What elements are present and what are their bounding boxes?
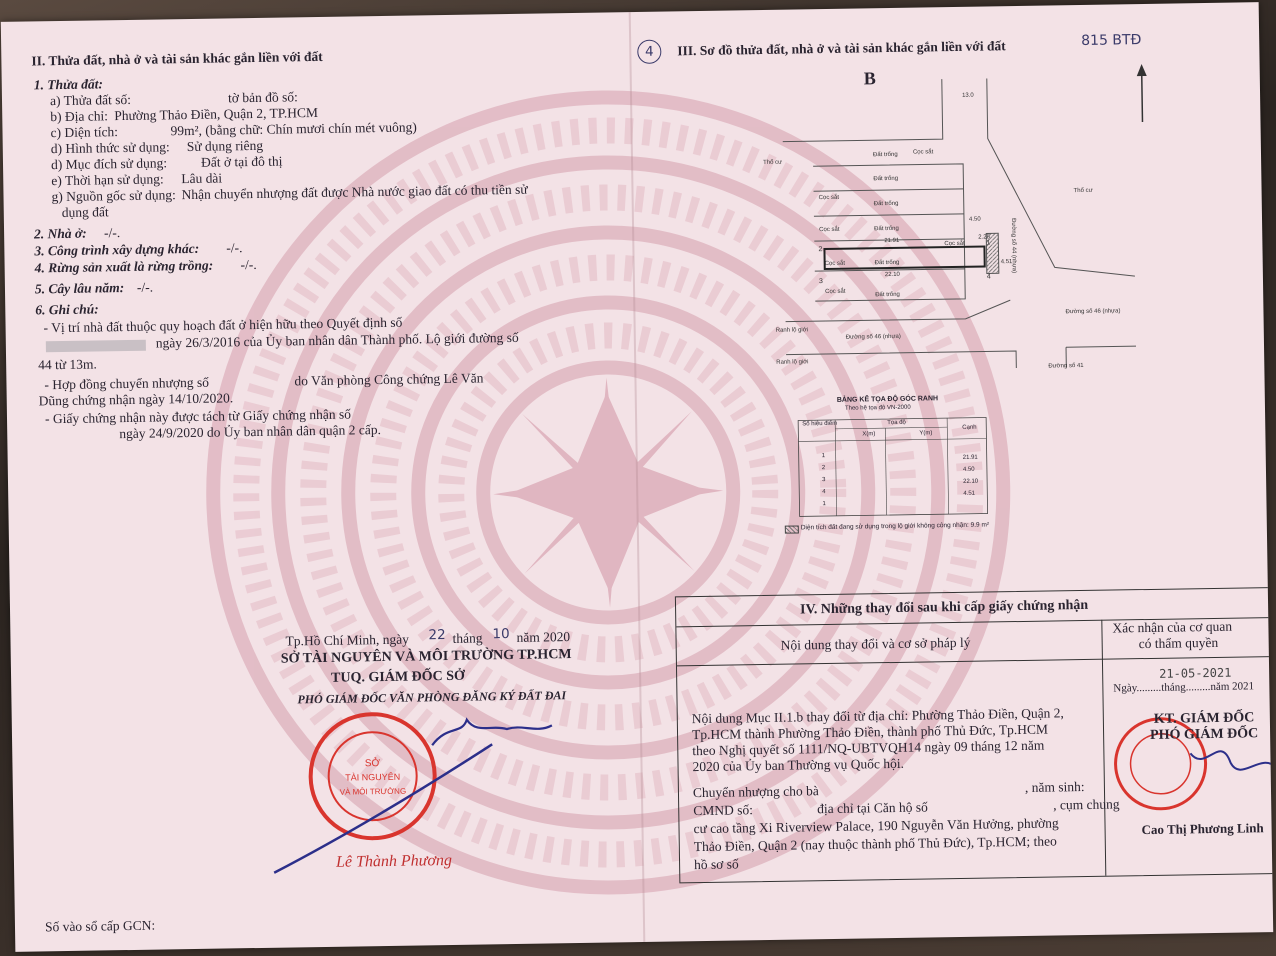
other-works-value: -/-. [226, 240, 243, 256]
svg-text:TÀI NGUYÊN: TÀI NGUYÊN [345, 771, 401, 783]
usage-origin-value: Nhận chuyển nhượng đất được Nhà nước giao đất có thu tiền sử [181, 181, 528, 203]
house-value: -/-. [103, 225, 121, 241]
confirm-date-stamp: 21-05-2021 [1159, 665, 1232, 681]
coord-row-2-edge: 4.50 [962, 466, 975, 473]
plot-label-tho-cu-left: Thổ cư [763, 159, 783, 166]
plot-label-dat-trong-3: Đất trống [873, 200, 899, 208]
note-2: - Hợp đồng chuyển nhượng số [44, 374, 210, 393]
forest-value: -/-. [240, 256, 257, 273]
coord-row-2-point: 2 [821, 465, 826, 472]
coord-table [797, 416, 989, 519]
section3-title: III. Sơ đồ thửa đất, nhà ở và tài sản khác gắn liền với đất [677, 38, 1006, 59]
usage-term-label: e) Thời hạn sử dụng: [51, 171, 164, 189]
coord-header-y: Y(m) [919, 430, 933, 437]
note-2c: Dũng chứng nhận ngày 14/10/2020. [38, 390, 234, 409]
plot-label-coc-sat-1: Cọc sắt [912, 149, 934, 156]
legend-text: Diện tích đất đang sử dụng trong lộ giới không công nhận: 9.9 m² [800, 521, 990, 532]
north-arrow-label: B [863, 68, 876, 89]
svg-text:SỞ: SỞ [364, 758, 381, 770]
house-heading: 2. Nhà ở: [33, 225, 87, 242]
coord-row-4-edge: 4.51 [963, 490, 976, 497]
coord-header-edge: Cạnh [962, 424, 977, 431]
plot-label-duong-46-right: Đường số 46 (nhựa) [1065, 308, 1121, 316]
north-arrow-icon [1132, 62, 1153, 126]
registry-number-label: Số vào sổ cấp GCN: [44, 917, 156, 935]
perennial-heading: 5. Cây lâu năm: [34, 280, 125, 297]
svg-text:1: 1 [986, 239, 991, 247]
plot-label-coc-sat-6: Cọc sắt [825, 288, 846, 296]
coord-row-5-point: 1 [822, 501, 826, 508]
note-1c: 44 từ 13m. [38, 356, 97, 373]
plot-dim-2210: 22.10 [884, 271, 900, 279]
changes-col-content: Nội dung thay đổi và cơ sở pháp lý [780, 634, 971, 653]
usage-form-label: d) Hình thức sử dụng: [50, 139, 170, 157]
change-para-7: cư cao tầng Xi Riverview Palace, 190 Nguyễn Văn Hưởng, phường [693, 815, 1059, 837]
left-signer-name: Lê Thành Phương [335, 851, 453, 871]
svg-text:4: 4 [986, 273, 991, 281]
coord-table-title: BẢNG KÊ TỌA ĐỘ GÓC RANH [836, 395, 939, 404]
plot-label-coc-sat-4: Cọc sắt [944, 240, 965, 248]
land-certificate-page [1, 2, 1273, 952]
issue-date-year: năm 2020 [516, 629, 571, 645]
svg-text:3: 3 [818, 278, 823, 286]
issue-date-mid: tháng [452, 630, 483, 646]
coord-row-4-point: 4 [822, 489, 826, 496]
coord-header-point: Số hiệu điểm [802, 420, 838, 428]
issue-date-month: 10 [492, 626, 510, 643]
note-1b: ngày 26/3/2016 của Ủy ban nhân dân Thành phố. Lộ giới đường số [155, 329, 519, 351]
plot-dim-451: 4.51 [1000, 259, 1013, 266]
change-para-8: Thảo Điền, Quận 2 (nay thuộc thành phố Thủ Đức), Tp.HCM; theo [693, 833, 1057, 855]
area-value: 99m², (bằng chữ: Chín mươi chín mét vuông) [170, 119, 417, 139]
plot-label-ranh-lo-gioi-1: Ranh lộ giới [775, 327, 809, 334]
plot-label-dat-trong-2: Đất trống [873, 175, 899, 183]
usage-origin-value-cont: dụng đất [61, 204, 109, 221]
legend-hatch-icon [785, 525, 799, 533]
note-1: - Vị trí nhà đất thuộc quy hoạch đất ở hiện hữu theo Quyết định số [43, 314, 403, 336]
issue-date-prefix: Tp.Hồ Chí Minh, ngày [285, 631, 410, 649]
plot-number-label: a) Thửa đất số: [49, 91, 132, 109]
plot-label-ranh-lo-gioi-2: Ranh lộ giới [776, 359, 809, 366]
change-para-6: CMND số: [693, 802, 753, 819]
change-para-5b: , năm sinh: [1024, 779, 1085, 795]
usage-purpose-label: d) Mục đích sử dụng: [50, 155, 168, 173]
area-label: c) Diện tích: [50, 124, 119, 141]
note-3b: ngày 24/9/2020 do Ủy ban nhân dân quận 2 cấp. [119, 422, 382, 442]
land-plot-diagram [762, 66, 1147, 382]
section2-title: II. Thửa đất, nhà ở và tài sản khác gắn liền với đất [31, 48, 323, 69]
plot-label-tho-cu-right: Thổ cư [1073, 187, 1093, 195]
confirm-date-line: Ngày.........tháng.........năm 2021 [1113, 680, 1255, 695]
address-value: Phường Thảo Điền, Quận 2, TP.HCM [114, 104, 319, 124]
plot-dim-2191: 21.91 [884, 237, 900, 245]
map-sheet-label: tờ bản đồ số: [227, 89, 298, 106]
plot-label-coc-sat-2: Cọc sắt [818, 194, 840, 202]
notes-heading: 6. Ghi chú: [35, 301, 99, 318]
coord-header-coord: Tọa độ [887, 419, 906, 427]
right-signer-name: Cao Thị Phương Linh [1141, 820, 1264, 838]
change-para-4: 2020 của Ủy ban Thường vụ Quốc hội. [692, 755, 905, 775]
usage-origin-label: g) Nguồn gốc sử dụng: [51, 187, 176, 205]
page-number: 4 [637, 40, 661, 64]
svg-text:2: 2 [818, 246, 823, 254]
changes-col-confirm-1: Xác nhận của cơ quan [1112, 618, 1233, 636]
changes-col-confirm-2: có thẩm quyền [1138, 634, 1219, 652]
plot-label-coc-sat-5: Cọc sắt [824, 260, 846, 268]
coord-table-subtitle: Theo hệ tọa độ VN-2000 [844, 404, 911, 412]
redacted-decision-number [46, 340, 146, 353]
forest-heading: 4. Rừng sản xuất là rừng trồng: [34, 257, 214, 276]
other-works-heading: 3. Công trình xây dựng khác: [34, 240, 200, 259]
perennial-value: -/-. [136, 279, 154, 295]
note-2b: do Văn phòng Công chứng Lê Văn [294, 370, 484, 389]
change-para-2: Tp.HCM thành Phường Thảo Điền, thành phố Thủ Đức, Tp.HCM [691, 721, 1049, 743]
right-signer-role-2: PHÓ GIÁM ĐỐC [1150, 726, 1259, 743]
plot-dim-225: 2.25 [978, 234, 991, 241]
signer-role: TUQ. GIÁM ĐỐC SỞ [331, 668, 466, 686]
right-signer-role-1: KT. GIÁM ĐỐC [1153, 710, 1255, 727]
plot-label-duong-41: Đường số 41 [1048, 362, 1084, 370]
note-3: - Giấy chứng nhận này được tách từ Giấy chứng nhận số [44, 406, 352, 427]
plot-label-coc-sat-3: Cọc sắt [819, 226, 840, 234]
change-para-6b: địa chỉ tại Căn hộ số [817, 799, 928, 817]
change-para-1: Nội dung Mục II.1.b thay đổi từ địa chỉ: Phường Thảo Điền, Quận 2, [691, 705, 1064, 727]
usage-term-value: Lâu dài [181, 170, 223, 187]
coord-row-3-edge: 22.10 [963, 478, 979, 485]
coord-row-1-point: 1 [821, 453, 826, 460]
plot-label-duong-44: Đường số 44 (nhựa) [1009, 218, 1017, 274]
plot-label-duong-46-left: Đường số 46 (nhựa) [845, 333, 901, 341]
svg-text:VÀ MÔI TRƯỜNG: VÀ MÔI TRƯỜNG [339, 786, 407, 797]
usage-form-value: Sử dụng riêng [186, 137, 264, 155]
coord-row-3-point: 3 [822, 477, 826, 484]
land-plot-heading: 1. Thửa đất: [33, 76, 104, 93]
plot-dim-13: 13.0 [962, 92, 974, 99]
plot-label-dat-trong-1: Đất trống [872, 151, 898, 159]
section4-title: IV. Những thay đổi sau khi cấp giấy chứng nhận [799, 597, 1089, 618]
change-para-6c: , cụm chung [1053, 796, 1120, 813]
handwritten-code: 815 BTĐ [1081, 32, 1142, 49]
change-para-3: theo Nghị quyết số 1111/NQ-UBTVQH14 ngày 09 tháng 12 năm [692, 737, 1045, 759]
issuing-org: SỞ TÀI NGUYÊN VÀ MÔI TRƯỜNG TP.HCM [280, 647, 572, 667]
address-label: b) Địa chỉ: [50, 108, 109, 125]
coord-row-1-edge: 21.91 [962, 454, 978, 461]
usage-purpose-value: Đất ở tại đô thị [200, 153, 283, 170]
issue-date-day: 22 [428, 627, 446, 644]
plot-label-dat-trong-subject: Đất trống [874, 259, 900, 267]
change-para-5: Chuyển nhượng cho bà [692, 783, 819, 801]
change-para-9: hồ sơ số [693, 856, 739, 873]
plot-dim-450: 4.50 [968, 216, 981, 223]
plot-label-dat-trong-4: Đất trống [874, 225, 899, 233]
signer-role-2: PHÓ GIÁM ĐỐC VĂN PHÒNG ĐĂNG KÝ ĐẤT ĐAI [297, 688, 567, 707]
coord-header-x: X(m) [862, 431, 876, 438]
plot-label-dat-trong-6: Đất trống [875, 291, 900, 299]
